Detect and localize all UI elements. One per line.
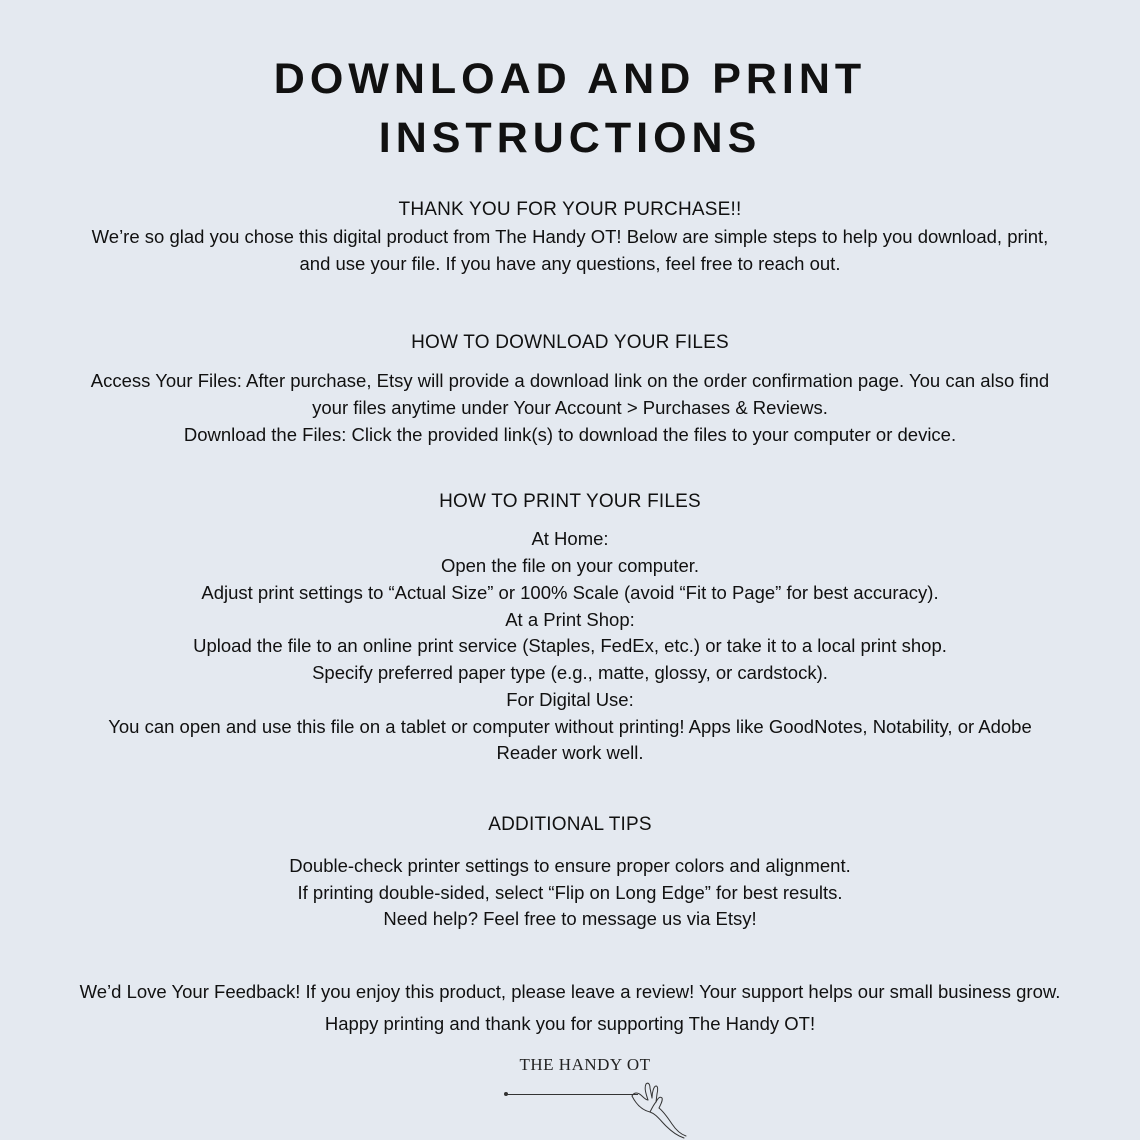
print-heading: HOW TO PRINT YOUR FILES xyxy=(439,491,701,512)
print-line-digital-use: For Digital Use: xyxy=(506,689,634,710)
logo-divider xyxy=(506,1094,638,1095)
closing-line-2: Happy printing and thank you for supporting The Handy OT! xyxy=(324,1013,816,1034)
print-line-adjust-settings: Adjust print settings to “Actual Size” or 100% Scale (avoid “Fit to Page” for best accuracy). xyxy=(201,582,939,603)
page-title-line-2: INSTRUCTIONS xyxy=(378,114,762,162)
print-line-reader: Reader work well. xyxy=(496,742,644,763)
download-heading: HOW TO DOWNLOAD YOUR FILES xyxy=(411,332,729,353)
print-line-paper-type: Specify preferred paper type (e.g., matte, glossy, or cardstock). xyxy=(312,662,828,683)
page-title-line-1: DOWNLOAD AND PRINT xyxy=(273,55,867,103)
download-line-1: Access Your Files: After purchase, Etsy will provide a download link on the order confirmation page. You can also find xyxy=(90,370,1050,391)
brand-name: THE HANDY OT xyxy=(519,1055,651,1074)
print-line-upload: Upload the file to an online print service (Staples, FedEx, etc.) or take it to a local print shop. xyxy=(193,635,947,656)
intro-heading: THANK YOU FOR YOUR PURCHASE!! xyxy=(398,199,742,220)
tips-line-3: Need help? Feel free to message us via Etsy! xyxy=(383,908,757,929)
download-line-2: your files anytime under Your Account > Purchases & Reviews. xyxy=(312,397,828,418)
intro-line-1: We’re so glad you chose this digital product from The Handy OT! Below are simple steps to help you download, print, xyxy=(91,226,1049,247)
hand-icon xyxy=(626,1082,690,1140)
print-line-at-home: At Home: xyxy=(531,528,609,549)
print-line-open-file: Open the file on your computer. xyxy=(440,555,700,576)
tips-line-2: If printing double-sided, select “Flip on Long Edge” for best results. xyxy=(297,882,843,903)
print-line-at-print-shop: At a Print Shop: xyxy=(505,609,635,630)
intro-line-2: and use your file. If you have any questions, feel free to reach out. xyxy=(299,253,841,274)
print-line-tablet: You can open and use this file on a tablet or computer without printing! Apps like GoodNotes, Notability, or Adobe xyxy=(108,716,1032,737)
download-line-3: Download the Files: Click the provided link(s) to download the files to your computer or device. xyxy=(183,424,957,445)
tips-line-1: Double-check printer settings to ensure proper colors and alignment. xyxy=(289,855,851,876)
tips-heading: ADDITIONAL TIPS xyxy=(488,814,652,835)
closing-line-1: We’d Love Your Feedback! If you enjoy this product, please leave a review! Your support helps our small business grow. xyxy=(79,981,1061,1002)
